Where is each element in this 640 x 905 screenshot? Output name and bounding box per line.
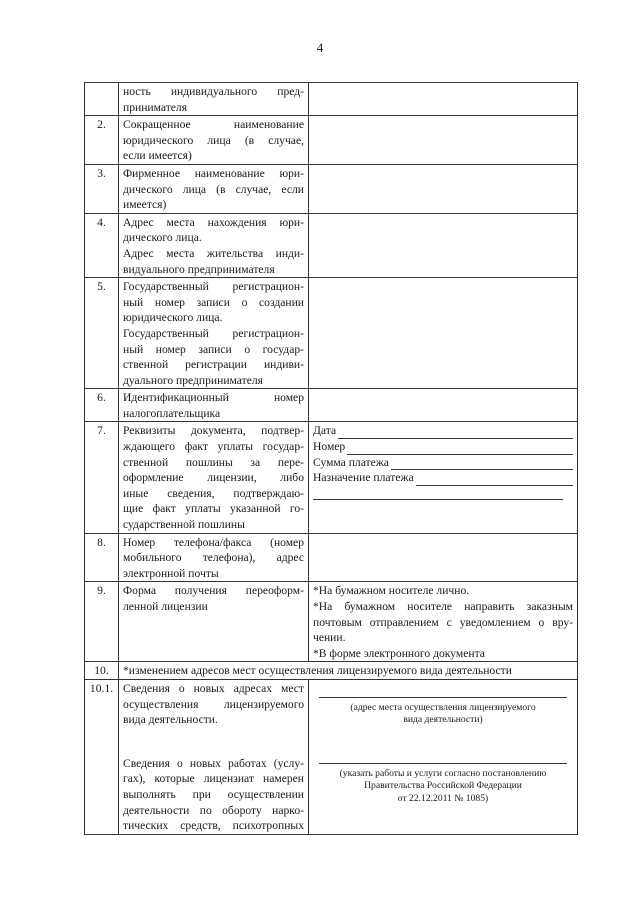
field-value-cell[interactable] <box>309 533 578 582</box>
table-row <box>85 389 578 422</box>
row-number: 2. <box>85 116 119 165</box>
table-row <box>85 533 578 582</box>
field-description: Реквизиты документа, подтвер- ждающего факт уплаты государ- ственной пошлины за пере- оформление лицензии, либо иные сведения, подтверждаю- щие факт уплаты указанной го- сударственной пошлины <box>119 422 309 533</box>
row-number: 3. <box>85 164 119 213</box>
page-number: 4 <box>316 40 324 55</box>
payment-number-label: Номер <box>313 440 346 454</box>
table-row <box>85 662 578 680</box>
payment-extra-line[interactable] <box>313 488 563 500</box>
payment-amount-label: Сумма платежа <box>313 455 389 469</box>
payment-date-label: Дата <box>313 424 337 438</box>
field-description: Фирменное наименование юри- дического лица (в случае, если имеется) <box>119 164 309 213</box>
field-description: Форма получения переоформ- ленной лицензии <box>119 582 309 662</box>
field-value-cell[interactable] <box>309 389 578 422</box>
payment-amount-row <box>313 455 573 471</box>
license-form-table <box>84 82 578 835</box>
delivery-options-cell: *На бумажном носителе лично. *На бумажном носителе направить заказным почтовым отправлением с уведомлением о вру- чении. *В форме электронного документа <box>309 582 578 662</box>
table-row <box>85 83 578 116</box>
row-number: 9. <box>85 582 119 662</box>
field-description: ность индивидуального пред- принимателя <box>119 83 309 116</box>
works-caption: (указать работы и услуги согласно постановлению Правительства Российской Федерации от 22.12.2011 № 1085) <box>339 767 547 804</box>
works-services-field[interactable] <box>319 763 567 764</box>
row-number: 5. <box>85 278 119 389</box>
row-number <box>85 83 119 116</box>
row-number: 8. <box>85 533 119 582</box>
field-description: Адрес места нахождения юри- дического лица. Адрес места жительства инди- видуального предпринимателя <box>119 213 309 277</box>
field-value-cell[interactable] <box>309 164 578 213</box>
option-paper-in-person[interactable]: *На бумажном носителе лично. <box>313 584 470 598</box>
payment-details-cell <box>309 422 578 533</box>
table-row <box>85 679 578 834</box>
field-description: Сокращенное наименование юридического лица (в случае, если имеется) <box>119 116 309 165</box>
payment-date-field[interactable] <box>338 427 573 439</box>
field-description: Государственный регистрацион- ный номер записи о создании юридического лица. Государственный регистрацион- ный номер записи о государ- ственной регистрации индиви- дуального предпринимателя <box>119 278 309 389</box>
payment-number-field[interactable] <box>347 443 573 455</box>
table-row <box>85 213 578 277</box>
section-header: *изменением адресов мест осуществления лицензируемого вида деятельности <box>119 662 578 680</box>
new-address-and-works-cell <box>309 679 578 834</box>
table-row <box>85 116 578 165</box>
field-value-cell[interactable] <box>309 278 578 389</box>
payment-purpose-field[interactable] <box>416 474 573 486</box>
field-value-cell[interactable] <box>309 116 578 165</box>
field-description: Номер телефона/факса (номер мобильного телефона), адрес электронной почты <box>119 533 309 582</box>
field-value-cell[interactable] <box>309 83 578 116</box>
row-number: 10.1. <box>85 679 119 834</box>
table-row <box>85 422 578 533</box>
table-row <box>85 164 578 213</box>
payment-amount-field[interactable] <box>391 458 573 470</box>
row-number: 4. <box>85 213 119 277</box>
payment-purpose-row <box>313 470 573 486</box>
address-caption: (адрес места осуществления лицензируемого вида деятельности) <box>350 701 536 726</box>
payment-purpose-label: Назначение платежа <box>313 471 414 485</box>
option-electronic[interactable]: *В форме электронного документа <box>313 646 485 660</box>
table-row <box>85 278 578 389</box>
field-description: Идентификационный номер налогоплательщика <box>119 389 309 422</box>
payment-date-row <box>313 423 573 439</box>
field-value-cell[interactable] <box>309 213 578 277</box>
row-number: 10. <box>85 662 119 680</box>
table-row <box>85 582 578 662</box>
row-number: 7. <box>85 422 119 533</box>
option-paper-by-mail[interactable]: *На бумажном носителе направить заказным <box>313 600 573 613</box>
new-address-field[interactable] <box>319 697 567 698</box>
field-description: Сведения о новых адресах мест осуществления лицензируемого вида деятельности. Сведения о новых работах (услу- гах), которые лицензиат намерен выполнять при осуществлении деятельности по обороту нарко- тических средств, психотропных <box>119 679 309 834</box>
row-number: 6. <box>85 389 119 422</box>
payment-number-row <box>313 439 573 455</box>
